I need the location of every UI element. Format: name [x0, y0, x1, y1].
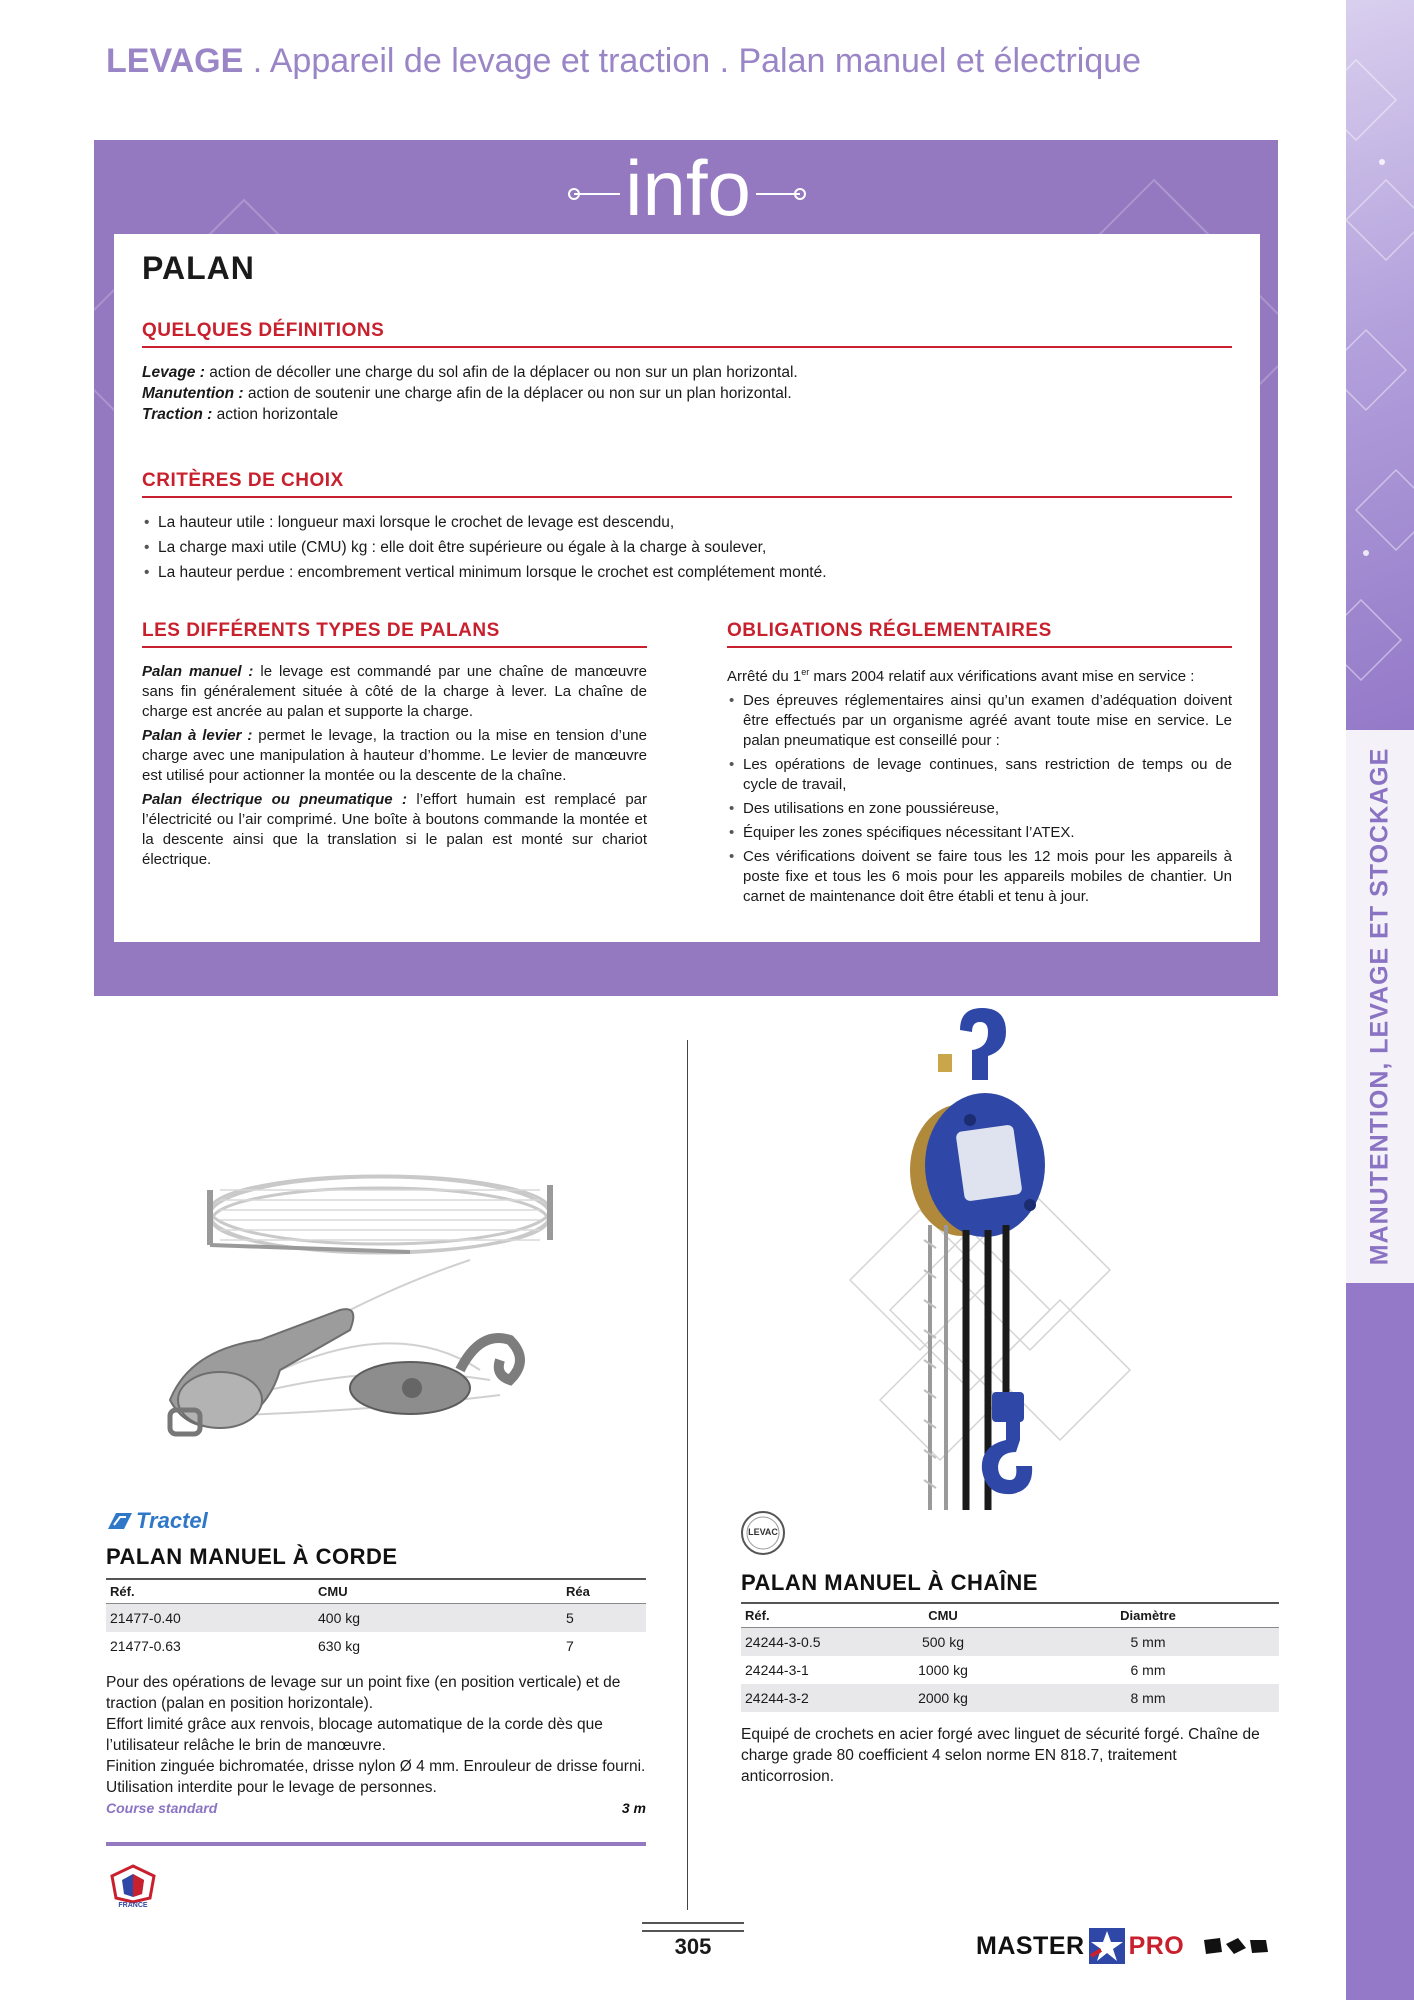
rope-hoist-icon — [150, 1160, 620, 1460]
table-row — [741, 1684, 1279, 1712]
table-cell: 400 kg — [314, 1604, 562, 1633]
info-badge-label: info — [625, 144, 751, 232]
type-term: Palan à levier : — [142, 727, 253, 744]
masterpro-logo-right: PRO — [1128, 1931, 1185, 1960]
table-header-row — [741, 1603, 1279, 1628]
side-tab-label: MANUTENTION, LEVAGE ET STOCKAGE — [1365, 747, 1394, 1266]
obligation-item: • Les opérations de levage continues, sans restriction de temps ou de cycle de travail, — [727, 755, 1232, 795]
tractel-logo — [106, 1506, 306, 1536]
masterpro-star-icon — [1087, 1926, 1127, 1966]
types-list — [142, 662, 647, 870]
product-right-description: Equipé de crochets en acier forgé avec linguet de sécurité forgé. Chaîne de charge grade 80 coefficient 4 selon norme EN 818.7, traitement anticorrosion. — [741, 1726, 1260, 1785]
table-cell: 24244-3-0.5 — [741, 1628, 869, 1657]
table-row — [741, 1628, 1279, 1657]
table-row — [741, 1656, 1279, 1684]
type-text: le levage est commandé par une chaîne de manœuvre sans fin généralement située à côté de la charge à lever. La chaîne de charge est ancrée au palan et supporte la charge. — [142, 663, 647, 720]
levac-badge-text: LEVAC — [748, 1527, 778, 1537]
type-text: l’effort humain est remplacé par l’électricité ou l’air comprimé. Une boîte à boutons commande la montée et la descente ainsi que la translation si le palan est monté sur chariot électrique. — [142, 791, 647, 868]
table-cell: 5 mm — [1017, 1628, 1279, 1657]
course-value: 3 m — [621, 1800, 646, 1816]
definition-text: action de soutenir une charge afin de la déplacer ou non sur un plan horizontal. — [243, 385, 792, 402]
obligations-heading: OBLIGATIONS RÉGLEMENTAIRES — [727, 620, 1232, 648]
brand-dots-icon — [1202, 1936, 1272, 1956]
definition-item — [142, 362, 1232, 383]
types-section — [142, 620, 647, 870]
column-divider — [687, 1040, 688, 1910]
side-strip-decoration — [1346, 0, 1414, 730]
product-left-table-wrap — [106, 1578, 646, 1660]
obligations-intro-before: Arrêté du 1 — [727, 668, 802, 685]
definitions-heading: QUELQUES DÉFINITIONS — [142, 320, 1232, 348]
product-right-title: PALAN MANUEL À CHAÎNE — [741, 1570, 1038, 1595]
obligations-intro-after: mars 2004 relatif aux vérifications avant mise en service : — [809, 668, 1195, 685]
description-line: Finition zinguée bichromatée, drisse nylon Ø 4 mm. Enrouleur de drisse fourni. — [106, 1758, 646, 1775]
obligation-item: • Équiper les zones spécifiques nécessitant l’ATEX. — [727, 823, 1232, 843]
description-line: Pour des opérations de levage sur un point fixe (en position verticale) et de traction (palan en position horizontale). — [106, 1674, 621, 1712]
table-header-row — [106, 1579, 646, 1604]
column-header: CMU — [869, 1603, 1017, 1628]
definitions-list — [142, 362, 1232, 425]
type-item — [142, 790, 647, 870]
masterpro-logo-left: MASTER — [976, 1931, 1085, 1960]
product-right-table-wrap — [741, 1602, 1279, 1712]
description-line: Utilisation interdite pour le levage de personnes. — [106, 1779, 437, 1796]
type-item — [142, 726, 647, 786]
table-cell: 1000 kg — [918, 1662, 968, 1678]
info-badge — [560, 146, 814, 238]
obligations-section — [727, 620, 1232, 911]
page-number-rule — [642, 1922, 744, 1932]
column-header: Diamètre — [1017, 1603, 1279, 1628]
tractel-logo-text: Tractel — [136, 1508, 208, 1533]
info-title: PALAN — [142, 250, 255, 286]
type-text: permet le levage, la traction ou la mise en tension d’une charge avec une manipulation à hauteur d’homme. Le levier de manœuvre est utilisé pour actionner la montée ou la descente de la chaîne. — [142, 727, 647, 784]
table-cell: 8 mm — [1017, 1684, 1279, 1712]
definition-item — [142, 404, 1232, 425]
table-cell: 5 — [562, 1604, 646, 1633]
chain-hoist-image — [820, 1000, 1160, 1520]
description-line: Effort limité grâce aux renvois, blocage automatique de la corde dès que l’utilisateur relâche le brin de manœuvre. — [106, 1716, 603, 1754]
criteria-item: • La hauteur perdue : encombrement vertical minimum lorsque le crochet est complétement monté. — [142, 562, 1232, 583]
france-badge-icon — [106, 1864, 160, 1904]
course-label: Course standard — [106, 1800, 218, 1816]
obligations-intro-sup: er — [801, 667, 810, 677]
definition-text: action de décoller une charge du sol afin de la déplacer ou non sur un plan horizontal. — [204, 364, 798, 381]
course-row — [106, 1800, 646, 1816]
definition-term: Manutention : — [142, 385, 244, 402]
side-tab — [1346, 730, 1414, 1283]
table-cell: 2000 kg — [869, 1684, 1017, 1712]
obligations-intro — [727, 662, 1232, 687]
page-number: 305 — [674, 1934, 712, 1959]
obligation-item: • Ces vérifications doivent se faire tous les 12 mois pour les appareils à poste fixe et tous les 6 mois pour les appareils mobiles de chantier. Un carnet de maintenance doit être établi et tenu à jour. — [727, 847, 1232, 907]
type-term: Palan manuel : — [142, 663, 254, 680]
table-cell: 7 — [566, 1638, 574, 1654]
product-left-table — [106, 1578, 646, 1660]
product-left-footer-line — [106, 1842, 646, 1846]
table-cell: 24244-3-1 — [745, 1662, 809, 1678]
table-row — [106, 1604, 646, 1633]
page-title — [106, 42, 1141, 81]
page-title-section: LEVAGE — [106, 42, 244, 80]
criteria-item: • La hauteur utile : longueur maxi lorsque le crochet de levage est descendu, — [142, 512, 1232, 533]
france-badge-text: FRANCE — [118, 1902, 148, 1909]
criteria-section — [142, 470, 1232, 587]
tractel-logo-icon — [106, 1509, 134, 1533]
table-cell: 21477-0.63 — [110, 1638, 181, 1654]
rope-hoist-image — [150, 1160, 620, 1460]
product-left-title: PALAN MANUEL À CORDE — [106, 1544, 398, 1569]
france-badge — [106, 1864, 160, 1912]
table-cell: 630 kg — [318, 1638, 361, 1654]
column-header: CMU — [314, 1579, 562, 1604]
side-strip-bottom — [1346, 1283, 1414, 2000]
definition-text: action horizontale — [212, 406, 339, 423]
types-heading: LES DIFFÉRENTS TYPES DE PALANS — [142, 620, 647, 648]
definition-term: Levage : — [142, 364, 205, 381]
obligation-item: • Des épreuves réglementaires ainsi qu’un examen d’adéquation doivent être effectués par un organisme agréé avant toute mise en service. Le palan pneumatique est conseillé pour : — [727, 691, 1232, 751]
definition-item — [142, 383, 1232, 404]
table-row — [106, 1632, 646, 1660]
table-cell: 500 kg — [869, 1628, 1017, 1657]
type-item — [142, 662, 647, 722]
obligation-item: • Des utilisations en zone poussiéreuse, — [727, 799, 1232, 819]
page-title-path: . Appareil de levage et traction . Palan manuel et électrique — [243, 42, 1142, 80]
masterpro-logo — [976, 1926, 1276, 1966]
table-cell: 24244-3-2 — [741, 1684, 869, 1712]
column-header: Réa — [562, 1579, 646, 1604]
column-header: Réf. — [741, 1603, 869, 1628]
obligations-list — [727, 691, 1232, 907]
product-left-description — [106, 1672, 651, 1798]
definitions-section — [142, 320, 1232, 425]
criteria-list — [142, 512, 1232, 583]
diamond-pattern-icon — [1346, 0, 1414, 730]
table-cell: 21477-0.40 — [106, 1604, 314, 1633]
product-right-table — [741, 1602, 1279, 1712]
type-term: Palan électrique ou pneumatique : — [142, 791, 408, 808]
column-header: Réf. — [106, 1579, 314, 1604]
table-cell: 6 mm — [1130, 1662, 1166, 1678]
criteria-heading: CRITÈRES DE CHOIX — [142, 470, 1232, 498]
chain-hoist-icon — [820, 1000, 1160, 1520]
criteria-item: • La charge maxi utile (CMU) kg : elle doit être supérieure ou égale à la charge à soulever, — [142, 537, 1232, 558]
levac-badge — [740, 1510, 786, 1556]
definition-term: Traction : — [142, 406, 213, 423]
